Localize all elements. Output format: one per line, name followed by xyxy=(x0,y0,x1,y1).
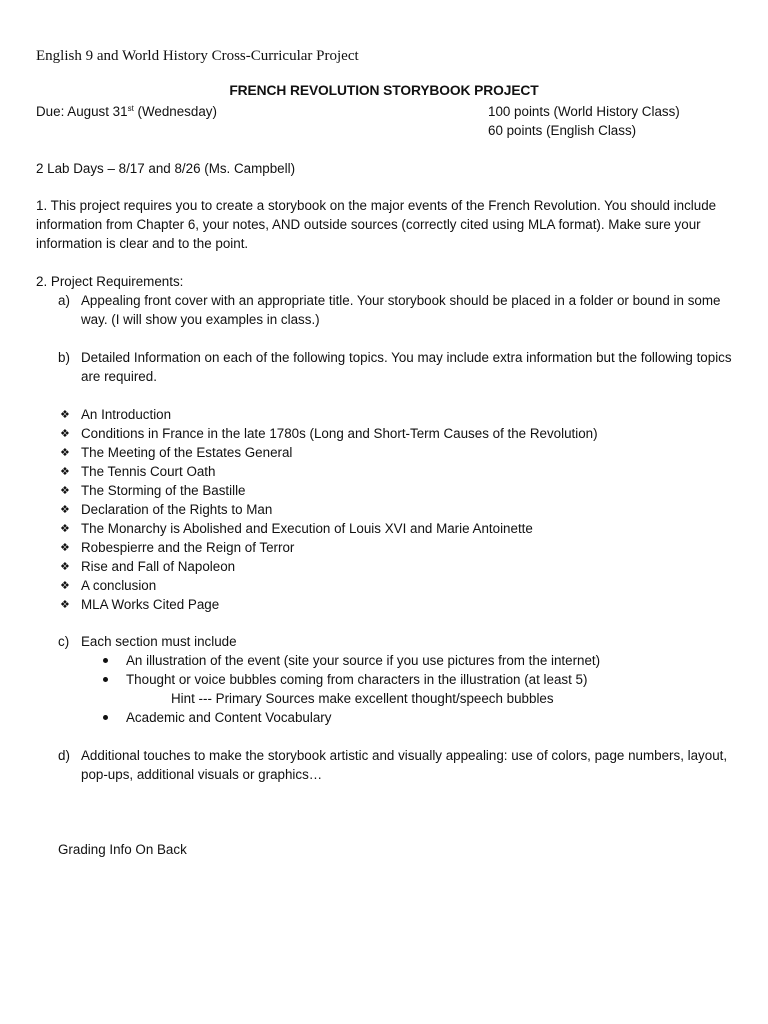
section-1-paragraph: 1. This project requires you to create a storybook on the major events of the French Revolution. You should include information from Chapter 6, your notes, AND outside sources (correctly cited using MLA format). Make sure your information is clear and to the point. xyxy=(36,198,717,251)
requirement-d-marker: d) xyxy=(58,748,70,763)
requirement-b-marker: b) xyxy=(58,350,70,365)
requirement-a-marker: a) xyxy=(58,293,70,308)
course-line: English 9 and World History Cross-Curricular Project xyxy=(36,48,359,64)
topic-label: Rise and Fall of Napoleon xyxy=(81,559,236,574)
diamond-bullet-icon: ❖ xyxy=(60,522,70,535)
due-date-day: (Wednesday) xyxy=(133,104,217,119)
topic-label: The Meeting of the Estates General xyxy=(81,445,293,460)
requirement-b-text: Detailed Information on each of the following topics. You may include extra information but the following topics are required. xyxy=(81,350,732,384)
requirement-d-text: Additional touches to make the storybook artistic and visually appealing: use of colors, page numbers, layout, pop-ups, additional visuals or graphics… xyxy=(81,748,728,782)
round-bullet-icon xyxy=(103,677,108,682)
grading-note: Grading Info On Back xyxy=(58,842,187,857)
section-requirement-label: An illustration of the event (site your source if you use pictures from the internet) xyxy=(126,653,601,668)
requirement-a xyxy=(58,291,738,329)
topic-label: The Storming of the Bastille xyxy=(81,483,246,498)
topic-label: MLA Works Cited Page xyxy=(81,597,220,612)
diamond-bullet-icon: ❖ xyxy=(60,465,70,478)
requirement-c-text: Each section must include xyxy=(81,634,237,649)
diamond-bullet-icon: ❖ xyxy=(60,598,70,611)
diamond-bullet-icon: ❖ xyxy=(60,446,70,459)
points-english: 60 points (English Class) xyxy=(488,123,637,138)
requirement-d xyxy=(58,746,738,784)
due-date xyxy=(36,102,217,121)
due-date-suffix: st xyxy=(127,104,134,113)
due-date-prefix: Due: August 31 xyxy=(36,104,128,119)
requirement-c-marker: c) xyxy=(58,634,70,649)
requirement-c xyxy=(58,632,738,651)
diamond-bullet-icon: ❖ xyxy=(60,484,70,497)
topic-label: Conditions in France in the late 1780s (Long and Short-Term Causes of the Revolution) xyxy=(81,426,598,441)
topic-label: A conclusion xyxy=(81,578,157,593)
requirement-a-text: Appealing front cover with an appropriate title. Your storybook should be placed in a folder or bound in some way. (I will show you examples in class.) xyxy=(81,293,721,327)
topic-label: Robespierre and the Reign of Terror xyxy=(81,540,295,555)
round-bullet-icon xyxy=(103,658,108,663)
round-bullet-icon xyxy=(103,715,108,720)
section-requirement-label: Academic and Content Vocabulary xyxy=(126,710,332,725)
topic-label: An Introduction xyxy=(81,407,172,422)
topic-label: Declaration of the Rights to Man xyxy=(81,502,273,517)
requirement-b xyxy=(58,348,738,386)
topic-label: The Monarchy is Abolished and Execution of Louis XVI and Marie Antoinette xyxy=(81,521,533,536)
lab-days: 2 Lab Days – 8/17 and 8/26 (Ms. Campbell) xyxy=(36,161,296,176)
diamond-bullet-icon: ❖ xyxy=(60,408,70,421)
section-requirement-label: Thought or voice bubbles coming from characters in the illustration (at least 5) xyxy=(126,672,588,687)
diamond-bullet-icon: ❖ xyxy=(60,503,70,516)
diamond-bullet-icon: ❖ xyxy=(60,579,70,592)
diamond-bullet-icon: ❖ xyxy=(60,560,70,573)
section-2-heading: 2. Project Requirements: xyxy=(36,274,184,289)
hint-text: Hint --- Primary Sources make excellent thought/speech bubbles xyxy=(171,691,554,706)
diamond-bullet-icon: ❖ xyxy=(60,541,70,554)
topic-label: The Tennis Court Oath xyxy=(81,464,216,479)
page-title: FRENCH REVOLUTION STORYBOOK PROJECT xyxy=(229,83,539,98)
points-history: 100 points (World History Class) xyxy=(488,104,680,119)
diamond-bullet-icon: ❖ xyxy=(60,427,70,440)
